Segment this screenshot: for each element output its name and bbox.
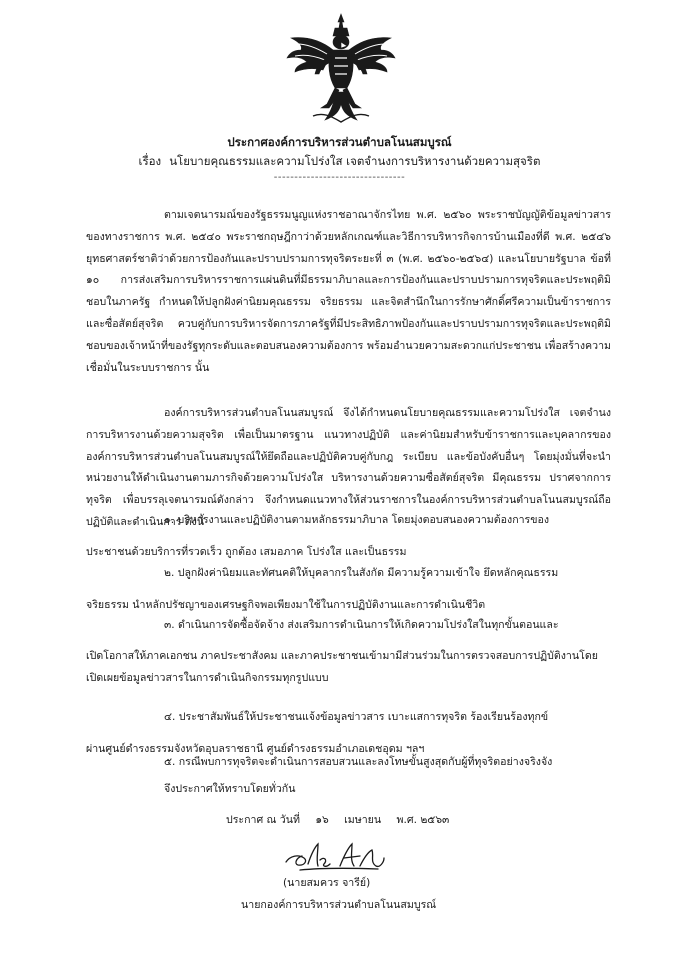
policy-item-1 [86,509,611,563]
garuda-emblem-icon [283,12,399,124]
paragraph-2: องค์การบริหารส่วนตำบลโนนสมบูรณ์ จึงได้กำหนดนโยบายคุณธรรมและความโปร่งใส เจตจำนงการบริหารงานด้วยความสุจริต เพื่อเป็นมาตรฐาน แนวทางปฏิบัติ และค่านิยมสำหรับข้าราชการและบุคลากรขององค์การบริหารส่วนตำบลโนนสมบูรณ์ให้ยึดถือและปฏิบัติควบคู่กับกฎ ระเบียบ และข้อบังคับอื่นๆ โดยมุ่งมั่นที่จะนำหน่วยงานให้ดำเนินงานตามภารกิจด้วยความโปร่งใส บริหารงานด้วยความซื่อสัตย์สุจริต มีคุณธรรม ปราศจากการทุจริต เพื่อบรรลุเจตนารมณ์ดังกล่าว จึงกำหนดแนวทางให้ส่วนราชการในองค์การบริหารส่วนตำบลโนนสมบูรณ์ถือปฏิบัติและดำเนินการ ดังนี้ [86,407,611,528]
announcement-title: ประกาศองค์การบริหารส่วนตำบลโนนสมบูรณ์ [227,135,452,149]
signer-position: นายกองค์การบริหารส่วนตำบลโนนสมบูรณ์ [241,899,437,911]
handwritten-signature [280,838,390,874]
policy-item-3-head: ๓. ดำเนินการจัดซื้อจัดจ้าง ส่งเสริมการดำเนินการให้เกิดความโปร่งใสในทุกขั้นตอนและ [164,619,559,631]
header-divider: -------------------------------- [273,172,406,183]
policy-item-2-cont: จริยธรรม นำหลักปรัชญาของเศรษฐกิจพอเพียงมาใช้ในการปฏิบัติงานและการดำเนินชีวิต [86,598,486,611]
subject-text: นโยบายคุณธรรมและความโปร่งใส เจตจำนงการบริหารงานด้วยความสุจริต [169,154,541,168]
policy-item-2-head: ๒. ปลูกฝังค่านิยมและทัศนคติให้บุคลากรในสังกัด มีความรู้ความเข้าใจ ยึดหลักคุณธรรม [164,567,559,579]
date-month: เมษายน [344,814,382,826]
policy-item-4-head: ๔. ประชาสัมพันธ์ให้ประชาชนแจ้งข้อมูลข่าวสาร เบาะแสการทุจริต ร้องเรียนร้องทุกข์ [164,711,549,723]
policy-item-1-cont: ประชาชนด้วยบริการที่รวดเร็ว ถูกต้อง เสมอภาค โปร่งใส และเป็นธรรม [86,545,407,558]
date-day: ๑๖ [315,814,329,826]
announced-at-label: ประกาศ ณ วันที่ [226,814,300,826]
policy-item-2 [86,562,611,616]
paragraph-1: ตามเจตนารมณ์ของรัฐธรรมนูญแห่งราชอาณาจักรไทย พ.ศ. ๒๕๖๐ พระราชบัญญัติข้อมูลข่าวสารของทางราชการ พ.ศ. ๒๕๔๐ พระราชกฤษฎีกาว่าด้วยหลักเกณฑ์และวิธีการบริหารกิจการบ้านเมืองที่ดี พ.ศ. ๒๕๔๖ ยุทธศาสตร์ชาติว่าด้วยการป้องกันและปราบปรามการทุจริตระยะที่ ๓ (พ.ศ. ๒๕๖๐-๒๕๖๔) และนโยบายรัฐบาล ข้อที่ ๑๐ การส่งเสริมการบริหารราชการแผ่นดินที่มีธรรมาภิบาลและการป้องกันและปราบปรามการทุจริตและประพฤติมิชอบในภาครัฐ กำหนดให้ปลูกฝังค่านิยมคุณธรรม จริยธรรม และจิตสำนึกในการรักษาศักดิ์ศรีความเป็นข้าราชการและซื่อสัตย์สุจริต ควบคู่กับการบริหารจัดการภาครัฐที่มีประสิทธิภาพป้องกันและปราบปรามการทุจริตและประพฤติมิชอบของเจ้าหน้าที่ของรัฐทุกระดับและตอบสนองความต้องการ พร้อมอำนวยความสะดวกแก่ประชาชน เพื่อสร้างความเชื่อมั่นในระบบราชการ นั้น [86,209,611,374]
policy-item-3 [86,614,611,690]
date-year: พ.ศ. ๒๕๖๓ [396,814,450,826]
announcement-subject [0,153,679,171]
policy-item-5: ๕. กรณีพบการทุจริตจะดำเนินการสอบสวนและลงโทษขั้นสูงสุดกับผู้ที่ทุจริตอย่างจริงจัง [164,756,553,768]
policy-item-4-cont: ผ่านศูนย์ดำรงธรรมจังหวัดอุบลราชธานี ศูนย์ดำรงธรรมอำเภอเดชอุดม ฯลฯ [86,742,425,755]
policy-item-1-head: ๑. บริหารงานและปฏิบัติงานตามหลักธรรมาภิบาล โดยมุ่งตอบสนองความต้องการของ [164,514,550,526]
subject-prefix: เรื่อง [138,154,162,168]
closing-statement: จึงประกาศให้ทราบโดยทั่วกัน [164,783,296,795]
announcement-date [226,811,461,828]
policy-item-3-cont: เปิดโอกาสให้ภาคเอกชน ภาคประชาสังคม และภาคประชาชนเข้ามามีส่วนร่วมในการตรวจสอบการปฏิบัติงานโดยเปิดเผยข้อมูลข่าวสารในการดำเนินกิจกรรมทุกรูปแบบ [86,649,598,684]
signer-name: (นายสมควร จารีย์) [283,877,371,889]
